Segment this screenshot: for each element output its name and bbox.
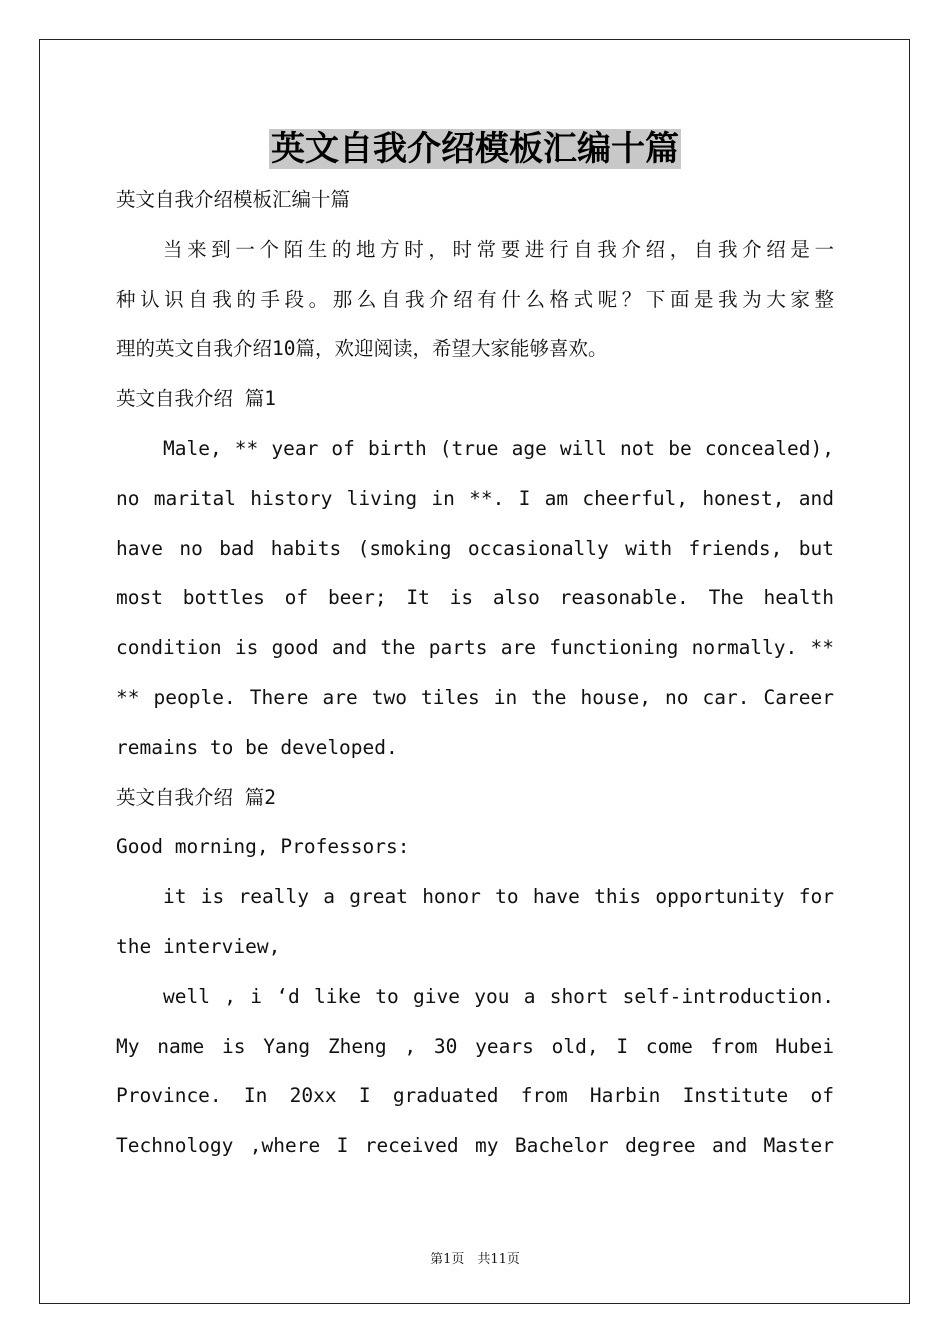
text-line: no marital history living in **. I am cheerful, honest, and	[116, 486, 834, 510]
text-line: Province. In 20xx I graduated from Harbin Institute of	[116, 1084, 834, 1108]
text-line: have no bad habits (smoking occasionally with friends, but	[116, 536, 834, 560]
document-title-text: 英文自我介绍模板汇编十篇	[271, 129, 679, 169]
page-footer: 第1页 共11页	[430, 1252, 520, 1267]
text-line: 英文自我介绍 篇2	[116, 785, 276, 809]
text-line: remains to be developed.	[116, 735, 398, 759]
text-line: well , i ‘d like to give you a short self-introduction.	[163, 984, 834, 1008]
text-line: My name is Yang Zheng , 30 years old, I come from Hubei	[116, 1034, 834, 1058]
text-line: 种认识自我的手段。那么自我介绍有什么格式呢？下面是我为大家整	[116, 287, 834, 311]
text-line: most bottles of beer; It is also reasonable. The health	[116, 586, 834, 610]
text-line: the interview,	[116, 934, 281, 958]
text-line: 英文自我介绍模板汇编十篇	[116, 188, 351, 211]
document-title	[0, 128, 950, 170]
text-line: Good morning, Professors:	[116, 835, 410, 859]
text-line: 理的英文自我介绍10篇，欢迎阅读，希望大家能够喜欢。	[116, 337, 608, 361]
text-line: Male, ** year of birth (true age will not be concealed),	[163, 436, 834, 460]
text-line: 英文自我介绍 篇1	[116, 387, 276, 411]
document-body	[116, 175, 834, 1171]
text-line: it is really a great honor to have this opportunity for	[163, 885, 834, 909]
text-line: 当来到一个陌生的地方时，时常要进行自我介绍，自我介绍是一	[163, 237, 834, 261]
text-line: condition is good and the parts are functioning normally. **	[116, 636, 834, 660]
text-line: Technology ,where I received my Bachelor degree and Master	[116, 1134, 834, 1158]
text-line: ** people. There are two tiles in the house, no car. Career	[116, 685, 834, 709]
